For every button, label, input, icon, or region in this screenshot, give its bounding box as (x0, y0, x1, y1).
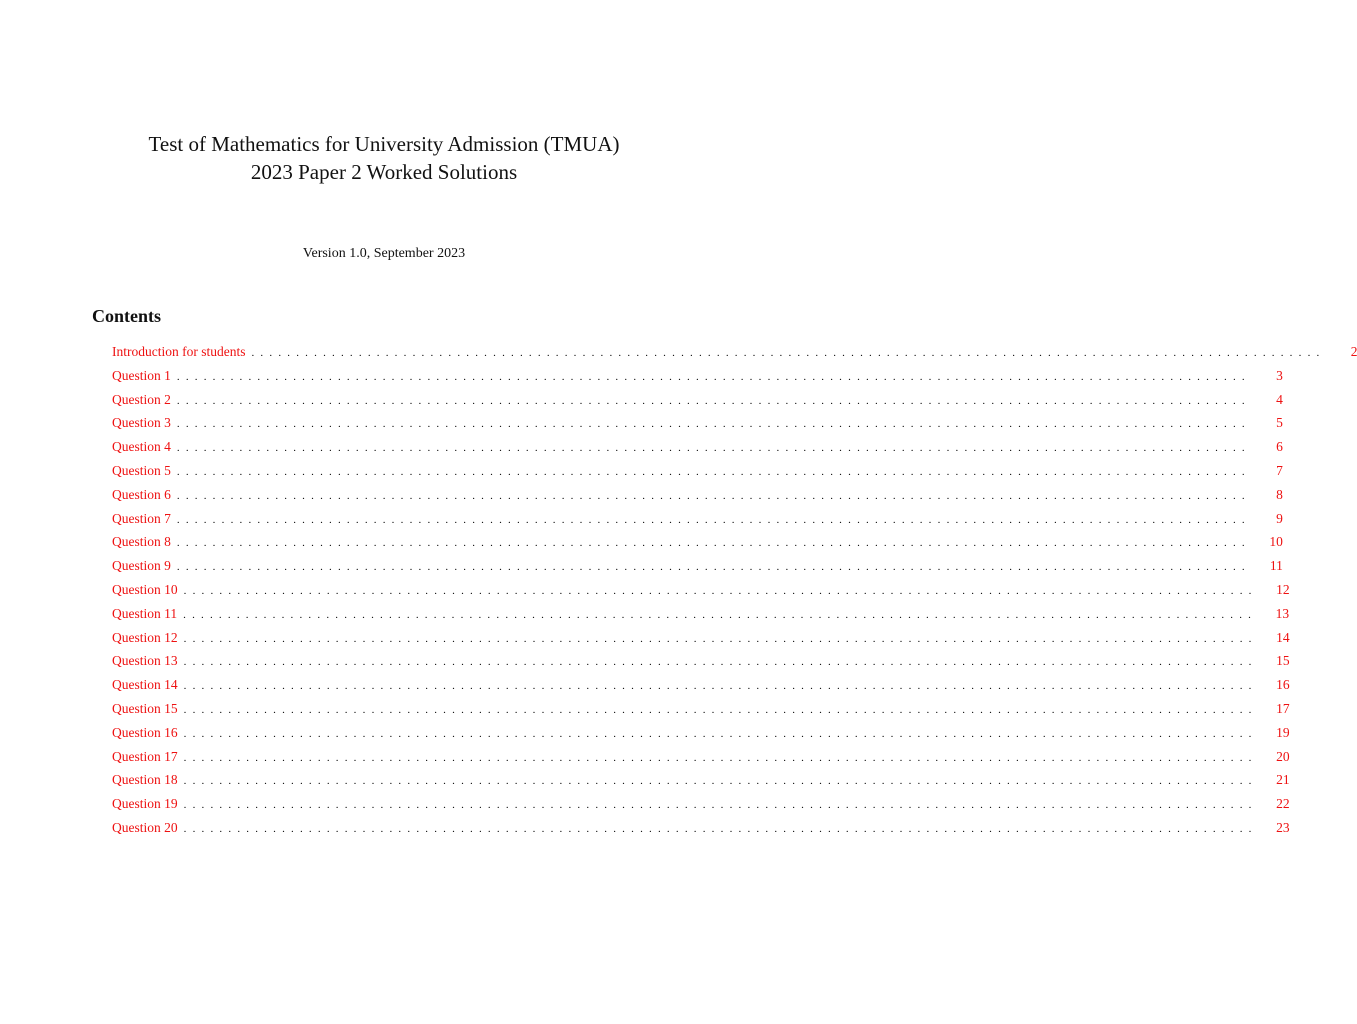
toc-entry[interactable] (112, 367, 1283, 392)
toc-dot-leader: ........................................................................................................................ (183, 656, 1258, 669)
toc-entry[interactable] (112, 796, 1290, 820)
toc-entry-label[interactable]: Question 17 (112, 748, 178, 764)
toc-entry[interactable] (112, 581, 1290, 606)
toc-entry[interactable] (112, 677, 1290, 701)
toc-entry[interactable] (112, 462, 1283, 487)
toc-entry-page[interactable]: 12 (1276, 581, 1290, 597)
toc-dot-leader: ........................................................................................................................ (183, 632, 1258, 645)
toc-entry-page[interactable]: 3 (1276, 367, 1283, 383)
toc-dot-leader: ........................................................................................................................ (183, 680, 1258, 693)
toc-entry-label[interactable]: Question 11 (112, 605, 178, 621)
toc-dot-leader: ........................................................................................................................ (183, 822, 1258, 835)
toc-entry-page[interactable]: 11 (1269, 558, 1283, 574)
toc-entry[interactable] (112, 415, 1283, 439)
toc-entry-page[interactable]: 8 (1276, 486, 1283, 502)
toc-entry-label[interactable]: Question 18 (112, 772, 178, 788)
toc-entry-label[interactable]: Question 1 (112, 367, 171, 383)
toc-dot-leader: ........................................................................................................................ (176, 537, 1251, 550)
toc-entry-label[interactable]: Question 9 (112, 558, 171, 574)
toc-dot-leader: ........................................................................................................................ (183, 584, 1258, 597)
toc-entry-label[interactable]: Question 2 (112, 391, 171, 407)
version-line: Version 1.0, September 2023 (302, 246, 466, 261)
toc-dot-leader: ........................................................................................................................ (176, 561, 1251, 574)
toc-entry-page[interactable]: 20 (1276, 748, 1290, 764)
toc-dot-leader: ........................................................................................................................ (176, 465, 1251, 478)
toc-entry-page[interactable]: 5 (1276, 415, 1283, 431)
toc-dot-leader: ........................................................................................................................ (176, 394, 1251, 407)
toc-entry[interactable] (112, 819, 1290, 844)
toc-entry-label[interactable]: Question 8 (112, 534, 171, 550)
toc-entry-page[interactable]: 14 (1276, 629, 1290, 645)
toc-entry[interactable] (112, 629, 1290, 654)
toc-entry-label[interactable]: Question 12 (112, 629, 178, 645)
toc-entry[interactable] (112, 486, 1283, 511)
toc-entry-label[interactable]: Question 13 (112, 653, 178, 669)
toc-dot-leader: ........................................................................................................................ (183, 703, 1258, 716)
document-title (0, 130, 768, 186)
toc-entry[interactable] (112, 344, 1357, 368)
toc-entry-page[interactable]: 7 (1276, 462, 1283, 478)
toc-entry-page[interactable]: 6 (1276, 439, 1283, 455)
toc-entry[interactable] (112, 558, 1283, 582)
toc-dot-leader: ........................................................................................................................ (176, 442, 1251, 455)
toc-dot-leader: ........................................................................................................................ (183, 775, 1258, 788)
toc-entry[interactable] (112, 510, 1283, 535)
toc-entry[interactable] (112, 439, 1283, 463)
toc-entry[interactable] (112, 772, 1290, 796)
toc-dot-leader: ........................................................................................................................ (251, 347, 1326, 359)
toc-entry-page[interactable]: 23 (1276, 819, 1290, 835)
toc-entry-page[interactable]: 21 (1276, 772, 1290, 788)
toc-entry[interactable] (112, 748, 1290, 773)
toc-entry-label[interactable]: Question 6 (112, 486, 171, 502)
toc-entry[interactable] (112, 391, 1283, 416)
toc-entry-label[interactable]: Question 15 (112, 700, 178, 716)
toc-entry-page[interactable]: 10 (1269, 534, 1283, 550)
title-line-1: Test of Mathematics for University Admission (TMUA) (148, 132, 620, 156)
toc-entry-page[interactable]: 2 (1350, 344, 1357, 359)
toc-entry-label[interactable]: Question 20 (112, 819, 178, 835)
toc-entry[interactable] (112, 653, 1290, 677)
toc-entry-label[interactable]: Question 3 (112, 415, 171, 431)
toc-entry-label[interactable]: Introduction for students (112, 344, 246, 359)
toc-entry-page[interactable]: 16 (1276, 677, 1290, 693)
toc-entry-page[interactable]: 9 (1276, 510, 1283, 526)
toc-entry-label[interactable]: Question 14 (112, 677, 178, 693)
toc-entry-page[interactable]: 17 (1276, 700, 1290, 716)
toc-entry-label[interactable]: Question 16 (112, 724, 178, 740)
toc-entry-label[interactable]: Question 19 (112, 796, 178, 812)
toc-entry-page[interactable]: 15 (1276, 653, 1290, 669)
toc-entry[interactable] (112, 534, 1283, 558)
toc-dot-leader: ........................................................................................................................ (183, 799, 1258, 812)
toc-dot-leader: ........................................................................................................................ (176, 513, 1251, 526)
table-of-contents (112, 344, 1357, 844)
toc-entry-page[interactable]: 4 (1276, 391, 1283, 407)
toc-entry-page[interactable]: 19 (1276, 724, 1290, 740)
toc-entry[interactable] (112, 700, 1290, 725)
toc-entry-label[interactable]: Question 10 (112, 581, 178, 597)
toc-entry[interactable] (112, 724, 1290, 749)
toc-dot-leader: ........................................................................................................................ (183, 751, 1258, 764)
toc-dot-leader: ........................................................................................................................ (176, 418, 1251, 431)
toc-entry[interactable] (112, 605, 1290, 630)
toc-dot-leader: ........................................................................................................................ (176, 370, 1251, 383)
toc-dot-leader: ........................................................................................................................ (183, 608, 1258, 621)
toc-entry-label[interactable]: Question 7 (112, 510, 171, 526)
toc-dot-leader: ........................................................................................................................ (183, 727, 1258, 740)
toc-entry-page[interactable]: 22 (1276, 796, 1290, 812)
title-line-2: 2023 Paper 2 Worked Solutions (250, 160, 518, 184)
toc-dot-leader: ........................................................................................................................ (176, 489, 1251, 502)
toc-entry-page[interactable]: 13 (1275, 605, 1290, 621)
toc-entry-label[interactable]: Question 4 (112, 439, 171, 455)
toc-entry-label[interactable]: Question 5 (112, 462, 171, 478)
contents-heading: Contents (92, 306, 162, 326)
